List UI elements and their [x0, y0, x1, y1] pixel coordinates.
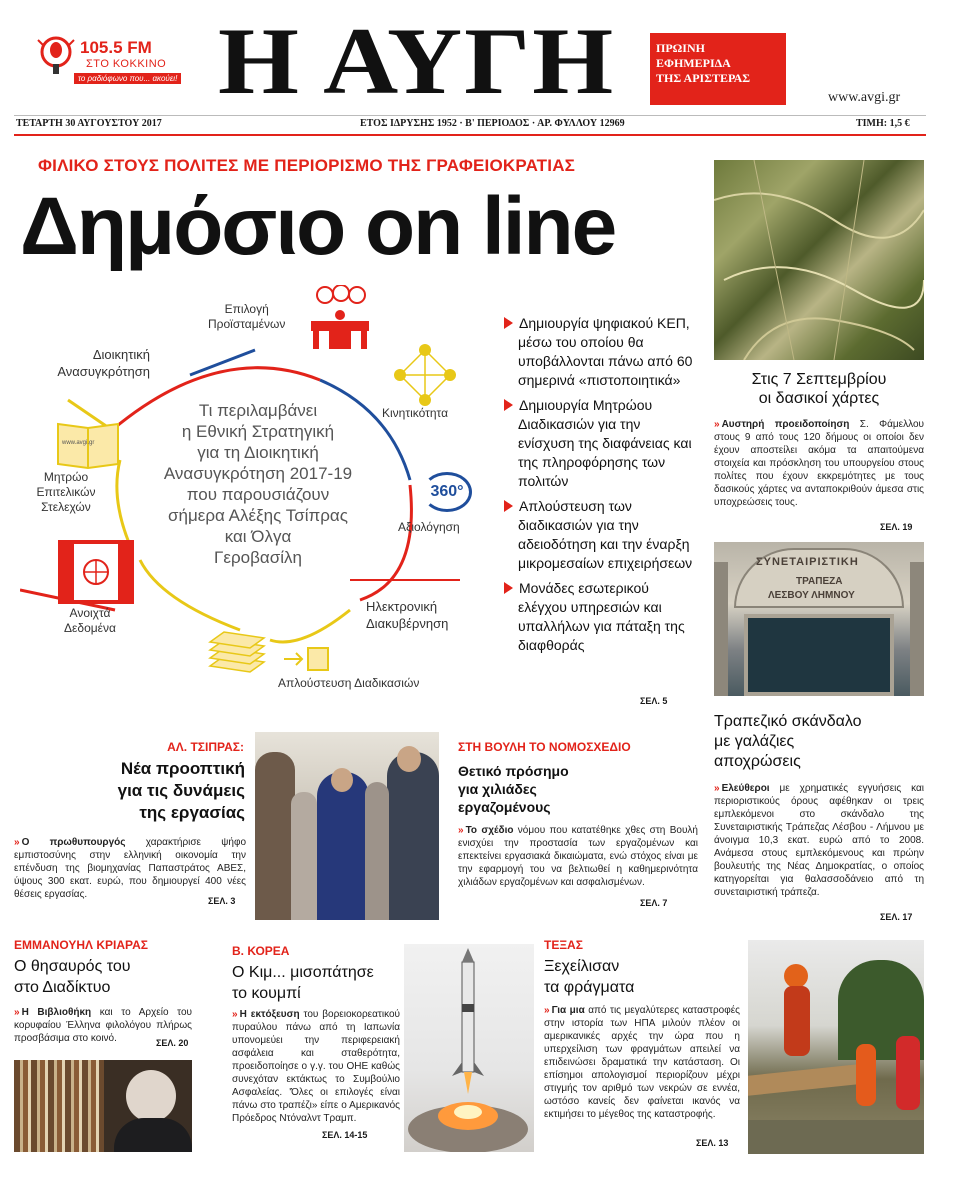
label-dioikitiki: [57, 346, 150, 380]
korea-page-ref[interactable]: ΣΕΛ. 14-15: [322, 1130, 368, 1140]
tsipras-headline-line-2: για τις δυνάμεις: [117, 781, 245, 800]
bank-page-ref[interactable]: ΣΕΛ. 17: [880, 912, 913, 922]
microphone-icon: [34, 32, 78, 78]
radio-slogan: το ραδιόφωνο που... ακούει!: [74, 73, 181, 84]
forest-headline-line-2: οι δασικοί χάρτες: [758, 390, 880, 407]
bank-headline-line-1: Τραπεζικό σκάνδαλο: [714, 713, 862, 730]
double-chevron-icon: »: [14, 1007, 20, 1018]
texas-page-ref[interactable]: ΣΕΛ. 13: [696, 1138, 729, 1148]
bank-body: [714, 782, 924, 899]
bank-sign-2: ΤΡΑΠΕΖΑ: [796, 576, 843, 587]
issue-info: ΕΤΟΣ ΙΔΡΥΣΗΣ 1952 · Β' ΠΕΡΙΟΔΟΣ · ΑΡ. ΦΥΛΛΟΥ 12969: [360, 118, 625, 129]
tagline-box: [650, 33, 786, 105]
flood-rescue-photo: [748, 940, 924, 1154]
badge-360-text: 360°: [430, 483, 464, 500]
korea-lead-bold: Η εκτόξευση: [239, 1009, 300, 1020]
newspaper-title: Η ΑΥΓΗ: [218, 8, 616, 115]
vouli-body-text: νόμου που κατατέθηκε χθες στη Βουλή ενισχύει την προστασία των εργαζομένων και επεκτείνει εργασιακά δικαιώματα, ενώ στόχος είναι με την εφαρμογή του να βελτιωθεί η καθημερινότητα χιλιάδων εργαζομένων και ασφαλισμένων.: [458, 825, 698, 888]
kriaras-headline-line-1: Ο θησαυρός του: [14, 958, 131, 975]
label-mitroo-line-3: Στελεχών: [41, 500, 91, 514]
tsipras-lead-bold: Ο πρωθυπουργός: [21, 837, 126, 848]
strategy-diagram: [20, 280, 490, 700]
bank-lead-bold: Ελεύθεροι: [721, 783, 770, 794]
tagline-line-3: ΤΗΣ ΑΡΙΣΤΕΡΑΣ: [656, 71, 751, 85]
website-link[interactable]: www.avgi.gr: [828, 90, 901, 105]
bullet-arrow-icon: [504, 500, 513, 512]
tsipras-body: [14, 836, 246, 901]
lead-bullet-1: [504, 314, 694, 390]
texas-headline-line-2: τα φράγματα: [544, 979, 635, 996]
radio-frequency: 105.5 FM: [80, 38, 152, 57]
bank-sign-1: ΣΥΝΕΤΑΙΡΙΣΤΙΚΗ: [756, 556, 859, 568]
texas-headline: [544, 956, 744, 998]
label-epilogi: [208, 302, 285, 332]
badge-360: [422, 472, 472, 512]
label-ilektroniki-line-1: Ηλεκτρονική: [366, 599, 438, 614]
vouli-body: [458, 824, 698, 889]
book-icon: [56, 418, 120, 470]
tsipras-photo: [255, 732, 439, 920]
label-kinitikotita: Κινητικότητα: [382, 406, 449, 420]
korea-body-text: του βορειοκορεατικού πυραύλου πάνω από τη Ιαπωνία υπονομεύει την περιφερειακή ασφάλεια και σταθερότητα, προειδοποίησε ο γ.γ. του ΟΗΕ καθώς συνεχόταν εκτάκτως το Συμβούλιο Ασφαλείας. 'Όλες οι επιλογές είναι πάνω στο τραπέζι» είπε ο Αμερικανός Πρόεδρος Ντόναλντ Τραμπ.: [232, 1009, 400, 1124]
label-dioikitiki-line-2: Ανασυγκρότηση: [57, 364, 150, 379]
missile-launch-photo: [404, 944, 534, 1152]
tsipras-headline: [40, 758, 245, 824]
tagline-line-1: ΠΡΩΙΝΗ: [656, 41, 705, 55]
price: ΤΙΜΗ: 1,5 €: [856, 118, 910, 129]
lead-bullet-3-text: Απλούστευση των διαδικασιών για την αδειοδότηση και την έναρξη μικρομεσαίων επιχειρήσεων: [518, 498, 693, 571]
lead-bullet-2-text: Δημιουργία Μητρώου Διαδικασιών για την ενίσχυση της διαφάνειας και της πληροφόρησης των πολιτών: [518, 397, 692, 489]
double-chevron-icon: »: [714, 783, 720, 794]
kriaras-headline-line-2: στο Διαδίκτυο: [14, 979, 111, 996]
center-line-6: σήμερα Αλέξης Τσίπρας: [168, 506, 348, 525]
lead-bullet-3: [504, 497, 694, 573]
label-anoixta-line-1: Ανοιχτά: [69, 606, 111, 620]
bullet-arrow-icon: [504, 317, 513, 329]
center-line-5: που παρουσιάζουν: [186, 485, 330, 504]
forest-body-text: Σ. Φάμελλου στους 9 από τους 120 δήμους οι οποίοι δεν έχουν αποστείλει ακόμα τα απαιτούμενα στοιχεία και πρόσκληση του υπουργείου στους πολίτες που έχουν εκκρεμότητες με τους δασικούς χάρτες να ανταποκριθούν άμεσα στις υποχρεώσεις τους.: [714, 419, 924, 508]
tsipras-page-ref[interactable]: ΣΕΛ. 3: [208, 896, 236, 906]
forest-body: [714, 418, 924, 509]
forest-headline: [714, 370, 924, 408]
center-line-4: Ανασυγκρότηση 2017-19: [163, 464, 353, 483]
open-data-icon: [56, 538, 136, 608]
label-mitroo-line-1: Μητρώο: [43, 470, 89, 484]
kriaras-body-text: και το Αρχείο του κορυφαίου Έλληνα φιλολόγου πλήρως προσβάσιμα στο κοινό.: [14, 1007, 193, 1044]
bank-sign-3: ΛΕΣΒΟΥ ΛΗΜΝΟΥ: [768, 590, 855, 601]
forest-page-ref[interactable]: ΣΕΛ. 19: [880, 522, 913, 532]
bullet-arrow-icon: [504, 582, 513, 594]
radio-logo: [34, 30, 184, 90]
bank-body-text: με χρηματικές εγγυήσεις και περιοριστικούς όρους αφέθηκαν οι τρεις εμπλεκόμενοι στο σκάνδαλο της Συνεταιριστικής Τράπεζας Λέσβου - Λήμνου με άνοιγμα 10,3 εκατ. ευρώ από το 2008. Ανάμεσα στους εμπλεκόμενους και πρώην βουλευτής της Νέας Δημοκρατίας, ο οποίος κατηγορείται για θαλασσοδάνειο από τη συνεταιριστική τράπεζα.: [714, 783, 924, 898]
label-epilogi-line-1: Επιλογή: [224, 302, 269, 316]
center-line-1: Τι περιλαμβάνει: [198, 401, 318, 420]
kriaras-lead-bold: Η Βιβλιοθήκη: [21, 1007, 92, 1018]
double-chevron-icon: »: [14, 837, 20, 848]
kriaras-page-ref[interactable]: ΣΕΛ. 20: [156, 1038, 189, 1048]
lead-bullet-1-text: Δημιουργία ψηφιακού ΚΕΠ, μέσω του οποίου θα υποβάλλονται πάνω από 60 σημερινά «πιστοποιητικά»: [518, 315, 693, 388]
korea-body: [232, 1008, 400, 1125]
label-dioikitiki-line-1: Διοικητική: [92, 347, 150, 362]
forest-lead-bold: Αυστηρή προειδοποίηση: [721, 419, 850, 430]
korea-headline-line-1: Ο Κιμ... μισοπάτησε: [232, 964, 374, 981]
tsipras-headline-line-1: Νέα προοπτική: [120, 759, 245, 778]
issue-date: ΤΕΤΑΡΤΗ 30 ΑΥΓΟΥΣΤΟΥ 2017: [16, 118, 162, 129]
diagram-center-text: [128, 400, 388, 568]
double-chevron-icon: »: [714, 419, 720, 430]
double-chevron-icon: »: [458, 825, 464, 836]
kriaras-headline: [14, 956, 214, 998]
forest-map-photo: [714, 160, 924, 360]
texas-body: [544, 1004, 740, 1121]
radio-name: ΣΤΟ ΚΟΚΚΙΝΟ: [86, 58, 167, 70]
bank-photo: [714, 542, 924, 696]
vouli-headline-line-3: εργαζομένους: [458, 799, 551, 815]
center-line-3: για τη Διοικητική: [197, 443, 319, 462]
vouli-kicker: ΣΤΗ ΒΟΥΛΗ ΤΟ ΝΟΜΟΣΧΕΔΙΟ: [458, 740, 631, 754]
documents-stack-icon: [206, 622, 268, 680]
center-line-8: Γεροβασίλη: [214, 548, 302, 567]
kriaras-photo: [14, 1060, 192, 1152]
label-axiologisi: Αξιολόγηση: [398, 520, 460, 534]
lead-bullet-list: [504, 314, 694, 655]
bank-headline-line-3: αποχρώσεις: [714, 753, 801, 770]
lead-bullet-2: [504, 396, 694, 491]
korea-headline: [232, 962, 432, 1004]
texas-kicker: ΤΕΞΑΣ: [544, 938, 583, 952]
lead-kicker: ΦΙΛΙΚΟ ΣΤΟΥΣ ΠΟΛΙΤΕΣ ΜΕ ΠΕΡΙΟΡΙΣΜΟ ΤΗΣ ΓΡΑΦΕΙΟΚΡΑΤΙΑΣ: [38, 156, 576, 175]
label-mitroo-line-2: Επιτελικών: [36, 485, 96, 499]
tsipras-body-text: χαρακτήρισε ψήφο εμπιστοσύνης στην ελληνική οικονομία την επένδυση της βιομηχανίας Παπαστράτος ΑΒΕΣ, ύψους 300 εκατ. ευρώ, που δημιουργεί 400 νέες θέσεις εργασίας.: [14, 837, 247, 900]
center-line-2: η Εθνική Στρατηγική: [181, 422, 335, 441]
tsipras-kicker: ΑΛ. ΤΣΙΠΡΑΣ:: [167, 740, 244, 754]
vouli-headline-line-1: Θετικό πρόσημο: [458, 763, 569, 779]
book-url: www.avgi.gr: [62, 440, 95, 446]
vouli-headline-line-2: για χιλιάδες: [458, 781, 537, 797]
label-ilektroniki-line-2: Διακυβέρνηση: [366, 616, 449, 631]
bank-headline: [714, 712, 924, 772]
korea-kicker: Β. ΚΟΡΕΑ: [232, 944, 290, 958]
bullet-arrow-icon: [504, 399, 513, 411]
korea-headline-line-2: το κουμπί: [232, 985, 301, 1002]
vouli-page-ref[interactable]: ΣΕΛ. 7: [640, 898, 668, 908]
label-mitroo: [26, 470, 106, 515]
lead-page-ref[interactable]: ΣΕΛ. 5: [640, 696, 668, 706]
lead-bullet-4-text: Μονάδες εσωτερικού ελέγχου υπηρεσιών και υπαλλήλων για πάταξη της διαφθοράς: [518, 580, 685, 653]
lead-headline: Δημόσιο on line: [20, 181, 616, 272]
lead-bullet-4: [504, 579, 694, 655]
double-chevron-icon: »: [232, 1009, 238, 1020]
document-arrow-icon: [282, 644, 332, 674]
forest-headline-line-1: Στις 7 Σεπτεμβρίου: [751, 371, 887, 388]
center-line-7: και Όλγα: [224, 527, 292, 546]
texas-lead-bold: Για μια: [551, 1005, 585, 1016]
kriaras-kicker: ΕΜΜΑΝΟΥΗΛ ΚΡΙΑΡΑΣ: [14, 938, 148, 952]
network-icon: [385, 340, 465, 410]
bank-headline-line-2: με γαλάζιες: [714, 733, 795, 750]
label-anoixta: [40, 606, 140, 636]
label-ilektroniki: [366, 598, 448, 632]
meeting-icon: [305, 285, 375, 355]
tagline-line-2: ΕΦΗΜΕΡΙΔΑ: [656, 56, 731, 70]
texas-headline-line-1: Ξεχείλισαν: [544, 958, 620, 975]
double-chevron-icon: »: [544, 1005, 550, 1016]
vouli-headline: [458, 762, 698, 816]
label-anoixta-line-2: Δεδομένα: [64, 621, 116, 635]
tsipras-headline-line-3: της εργασίας: [139, 803, 245, 822]
texas-body-text: από τις μεγαλύτερες καταστροφές στην ιστορία των ΗΠΑ μιλούν πλέον οι αμερικανικές αρχές την ώρα που η υπερχείλιση των φραγμάτων απειλεί να επιδεινώσει δραματικά την κατάσταση. Οι επίσημοι απολογισμοί περιορίζουν μέχρι στιγμής τον αριθμό των νεκρών σε εννέα, ωστόσο κανείς δεν φαίνεται ικανός να εκτιμήσει το μέγεθος της καταστροφής.: [544, 1005, 740, 1120]
label-aplousteusi: Απλούστευση Διαδικασιών: [278, 676, 420, 690]
vouli-lead-bold: Το σχέδιο: [465, 825, 514, 836]
label-epilogi-line-2: Προϊσταμένων: [208, 317, 286, 331]
